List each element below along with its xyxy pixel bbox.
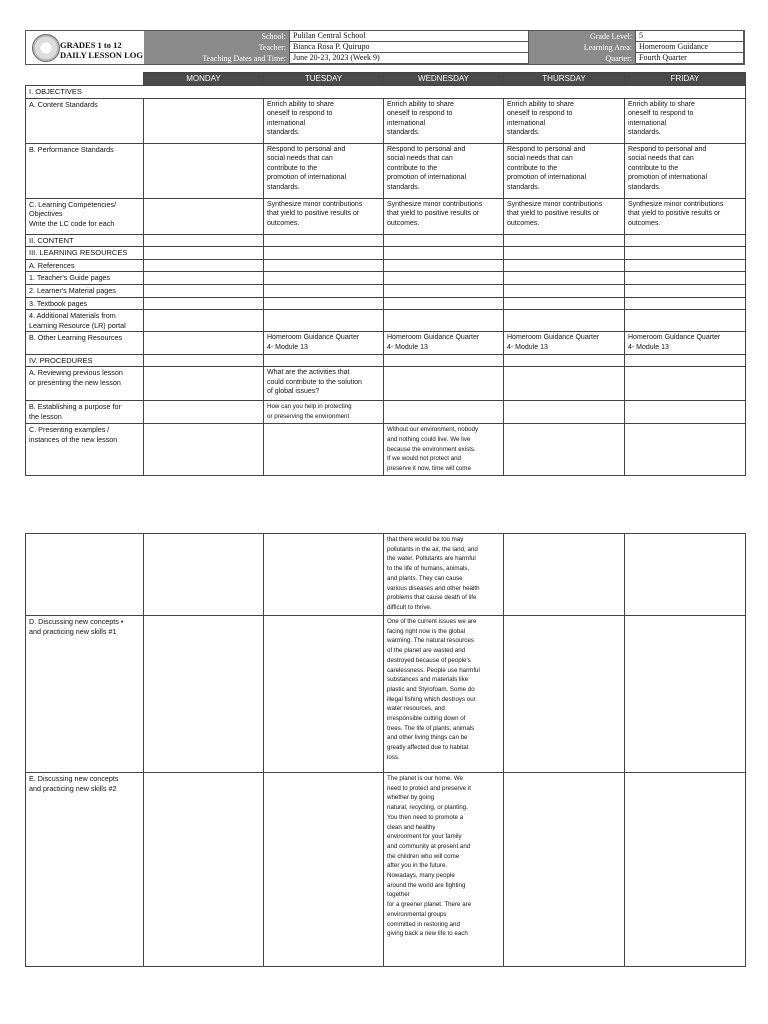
table-cell xyxy=(264,272,384,285)
competencies-row xyxy=(26,198,746,234)
section-content: II. CONTENT xyxy=(26,234,144,247)
table-cell xyxy=(264,354,384,367)
table-cell xyxy=(504,272,625,285)
table-cell xyxy=(625,247,746,260)
purpose-row xyxy=(26,401,746,424)
table-cell: Enrich ability to share oneself to respond to international standards. xyxy=(504,98,625,143)
row-label: 4. Additional Materials from Learning Resource (LR) portal xyxy=(26,310,144,332)
table-cell xyxy=(384,354,504,367)
section-objectives: I. OBJECTIVES xyxy=(26,86,746,99)
textbook-row xyxy=(26,297,746,310)
table-cell: Enrich ability to share oneself to respond to international standards. xyxy=(264,98,384,143)
table-cell xyxy=(504,247,625,260)
learning-area-label: Learning Area: xyxy=(529,42,635,53)
day-tuesday: TUESDAY xyxy=(264,73,384,86)
deped-seal-icon xyxy=(32,34,60,62)
table-cell xyxy=(384,367,504,401)
row-label: B. Establishing a purpose for the lesson xyxy=(26,401,144,424)
table-cell: Enrich ability to share oneself to respond to international standards. xyxy=(625,98,746,143)
table-cell xyxy=(625,367,746,401)
table-cell xyxy=(144,401,264,424)
table-cell xyxy=(504,234,625,247)
row-label: C. Learning Competencies/ Objectives Write the LC code for each xyxy=(26,198,144,234)
row-label: 1. Teacher's Guide pages xyxy=(26,272,144,285)
table-cell xyxy=(384,401,504,424)
section-procedures: IV. PROCEDURES xyxy=(26,354,144,367)
table-cell: Respond to personal and social needs that can contribute to the promotion of international standards. xyxy=(625,143,746,198)
table-cell: Synthesize minor contributions that yield to positive results or outcomes. xyxy=(264,198,384,234)
table-cell xyxy=(504,354,625,367)
table-cell: The planet is our home. We need to protect and preserve it whether by going natural, recycling, or planting. You then need to promote a clean and healthy environment for your family and community at present and the children who will come after you in the future. Nowadays, many people around the world are fighting together for a greener planet. There are environmental groups committed in restoring and giving back a new life to each xyxy=(384,773,504,967)
table-cell xyxy=(504,773,625,967)
row-label: B. Other Learning Resources xyxy=(26,332,144,354)
table-cell xyxy=(384,234,504,247)
learners-material-row xyxy=(26,284,746,297)
additional-materials-row xyxy=(26,310,746,332)
performance-standards-row xyxy=(26,143,746,198)
reviewing-row xyxy=(26,367,746,401)
table-cell: Without our environment, nobody and nothing could live. We live because the environment exists. If we would not protect and preserve it now, time will come xyxy=(384,424,504,476)
header-title-line2: DAILY LESSON LOG xyxy=(60,50,143,60)
discussing2-row xyxy=(26,773,746,967)
table-cell xyxy=(384,310,504,332)
table-cell xyxy=(144,297,264,310)
table-cell: What are the activities that could contribute to the solution of global issues? xyxy=(264,367,384,401)
table-cell: One of the current issues we are facing right now is the global warming. The natural resources of the planet are wasted and destroyed because of people's carelessness. People use harmful substances and materials like plastic and Styrofoam. Some do illegal fishing which destroys our water resources, and irresponsible cutting down of trees. The life of plants, animals and other living things can be greatly affected due to habitat loss. xyxy=(384,616,504,773)
table-cell xyxy=(264,424,384,476)
row-label: D. Discussing new concepts • and practicing new skills #1 xyxy=(26,616,144,773)
table-cell xyxy=(144,534,264,616)
teacher-label: Teacher: xyxy=(144,42,289,53)
table-cell xyxy=(26,534,144,616)
day-wednesday: WEDNESDAY xyxy=(384,73,504,86)
table-cell xyxy=(625,272,746,285)
school-value: Pulilan Central School xyxy=(289,31,529,42)
table-cell: How can you help in protecting or preserving the environment xyxy=(264,401,384,424)
table-cell xyxy=(625,616,746,773)
table-cell xyxy=(625,284,746,297)
table-cell xyxy=(384,247,504,260)
learning-area-value: Homeroom Guidance xyxy=(635,42,744,53)
section-resources: III. LEARNING RESOURCES xyxy=(26,247,144,260)
table-cell xyxy=(144,332,264,354)
table-cell xyxy=(625,534,746,616)
table-cell xyxy=(144,354,264,367)
row-label: B. Performance Standards xyxy=(26,143,144,198)
table-cell xyxy=(384,297,504,310)
table-cell xyxy=(504,297,625,310)
header-title-block xyxy=(26,31,145,64)
presenting-continued-row xyxy=(26,534,746,616)
day-thursday: THURSDAY xyxy=(504,73,625,86)
table-cell: Synthesize minor contributions that yield to positive results or outcomes. xyxy=(625,198,746,234)
table-cell: Synthesize minor contributions that yield to positive results or outcomes. xyxy=(504,198,625,234)
corner-cell xyxy=(26,73,144,86)
discussing1-row xyxy=(26,616,746,773)
table-cell xyxy=(384,259,504,272)
teacher-value: Bianca Rosa P. Quirupo xyxy=(289,42,529,53)
day-monday: MONDAY xyxy=(144,73,264,86)
school-label: School: xyxy=(144,31,289,42)
quarter-label: Quarter: xyxy=(529,53,635,64)
lesson-log-table-continued xyxy=(25,533,746,967)
table-cell xyxy=(504,401,625,424)
table-cell xyxy=(384,284,504,297)
row-label: E. Discussing new concepts and practicing new skills #2 xyxy=(26,773,144,967)
day-friday: FRIDAY xyxy=(625,73,746,86)
table-cell xyxy=(144,98,264,143)
table-cell xyxy=(504,310,625,332)
references-row xyxy=(26,259,746,272)
row-label: A. Content Standards xyxy=(26,98,144,143)
header-row-dates xyxy=(144,53,744,64)
teaching-dates-label: Teaching Dates and Time: xyxy=(144,53,289,64)
table-cell: Enrich ability to share oneself to respond to international standards. xyxy=(384,98,504,143)
table-cell xyxy=(504,424,625,476)
table-cell xyxy=(504,259,625,272)
teachers-guide-row xyxy=(26,272,746,285)
row-label: C. Presenting examples / instances of the new lesson xyxy=(26,424,144,476)
table-cell xyxy=(625,773,746,967)
row-label: A. References xyxy=(26,259,144,272)
table-cell: Homeroom Guidance Quarter 4- Module 13 xyxy=(264,332,384,354)
table-cell xyxy=(625,310,746,332)
table-cell xyxy=(144,367,264,401)
table-cell xyxy=(264,297,384,310)
header-title xyxy=(60,40,143,60)
table-cell xyxy=(625,259,746,272)
table-cell xyxy=(264,259,384,272)
table-cell xyxy=(264,310,384,332)
table-cell: Respond to personal and social needs that can contribute to the promotion of international standards. xyxy=(504,143,625,198)
header-row-teacher xyxy=(144,42,744,53)
table-cell: Homeroom Guidance Quarter 4- Module 13 xyxy=(504,332,625,354)
table-cell xyxy=(504,616,625,773)
row-label: 2. Learner's Material pages xyxy=(26,284,144,297)
grade-level-value: 5 xyxy=(635,31,744,42)
table-cell xyxy=(625,354,746,367)
table-cell xyxy=(264,773,384,967)
content-standards-row xyxy=(26,98,746,143)
table-cell xyxy=(384,272,504,285)
table-cell xyxy=(144,247,264,260)
table-cell xyxy=(264,284,384,297)
table-cell xyxy=(144,424,264,476)
table-cell: Homeroom Guidance Quarter 4- Module 13 xyxy=(384,332,504,354)
table-cell xyxy=(625,297,746,310)
table-cell xyxy=(264,616,384,773)
table-cell: that there would be too may pollutants in the air, the land, and the water. Pollutants are harmful to the life of humans, animals, and plants. They can cause various diseases and other health problems that cause death of life difficult to thrive. xyxy=(384,534,504,616)
table-cell xyxy=(504,284,625,297)
table-cell xyxy=(144,259,264,272)
lesson-log-header xyxy=(25,30,745,65)
table-cell xyxy=(504,367,625,401)
other-resources-row xyxy=(26,332,746,354)
table-cell xyxy=(625,424,746,476)
table-cell: Homeroom Guidance Quarter 4- Module 13 xyxy=(625,332,746,354)
table-cell xyxy=(504,534,625,616)
presenting-row xyxy=(26,424,746,476)
section-procedures-row xyxy=(26,354,746,367)
table-cell xyxy=(144,272,264,285)
table-cell xyxy=(264,247,384,260)
table-cell xyxy=(144,616,264,773)
table-cell xyxy=(264,234,384,247)
table-cell: Respond to personal and social needs that can contribute to the promotion of international standards. xyxy=(264,143,384,198)
grade-level-label: Grade Level: xyxy=(529,31,635,42)
section-content-row xyxy=(26,234,746,247)
lesson-log-table xyxy=(25,72,746,476)
table-cell xyxy=(625,234,746,247)
table-cell xyxy=(144,773,264,967)
table-cell xyxy=(264,534,384,616)
header-title-line1: GRADES 1 to 12 xyxy=(60,40,122,50)
quarter-value: Fourth Quarter xyxy=(635,53,744,64)
section-objectives-row xyxy=(26,86,746,99)
table-cell xyxy=(144,234,264,247)
table-cell xyxy=(625,401,746,424)
teaching-dates-value: June 20-23, 2023 (Week 9) xyxy=(289,53,529,64)
header-row-school xyxy=(144,31,744,42)
table-cell: Respond to personal and social needs that can contribute to the promotion of international standards. xyxy=(384,143,504,198)
table-cell xyxy=(144,310,264,332)
row-label: A. Reviewing previous lesson or presenting the new lesson xyxy=(26,367,144,401)
table-cell xyxy=(144,284,264,297)
row-label: 3. Textbook pages xyxy=(26,297,144,310)
table-cell xyxy=(144,198,264,234)
section-resources-row xyxy=(26,247,746,260)
table-cell: Synthesize minor contributions that yield to positive results or outcomes. xyxy=(384,198,504,234)
day-header-row xyxy=(26,73,746,86)
table-cell xyxy=(144,143,264,198)
